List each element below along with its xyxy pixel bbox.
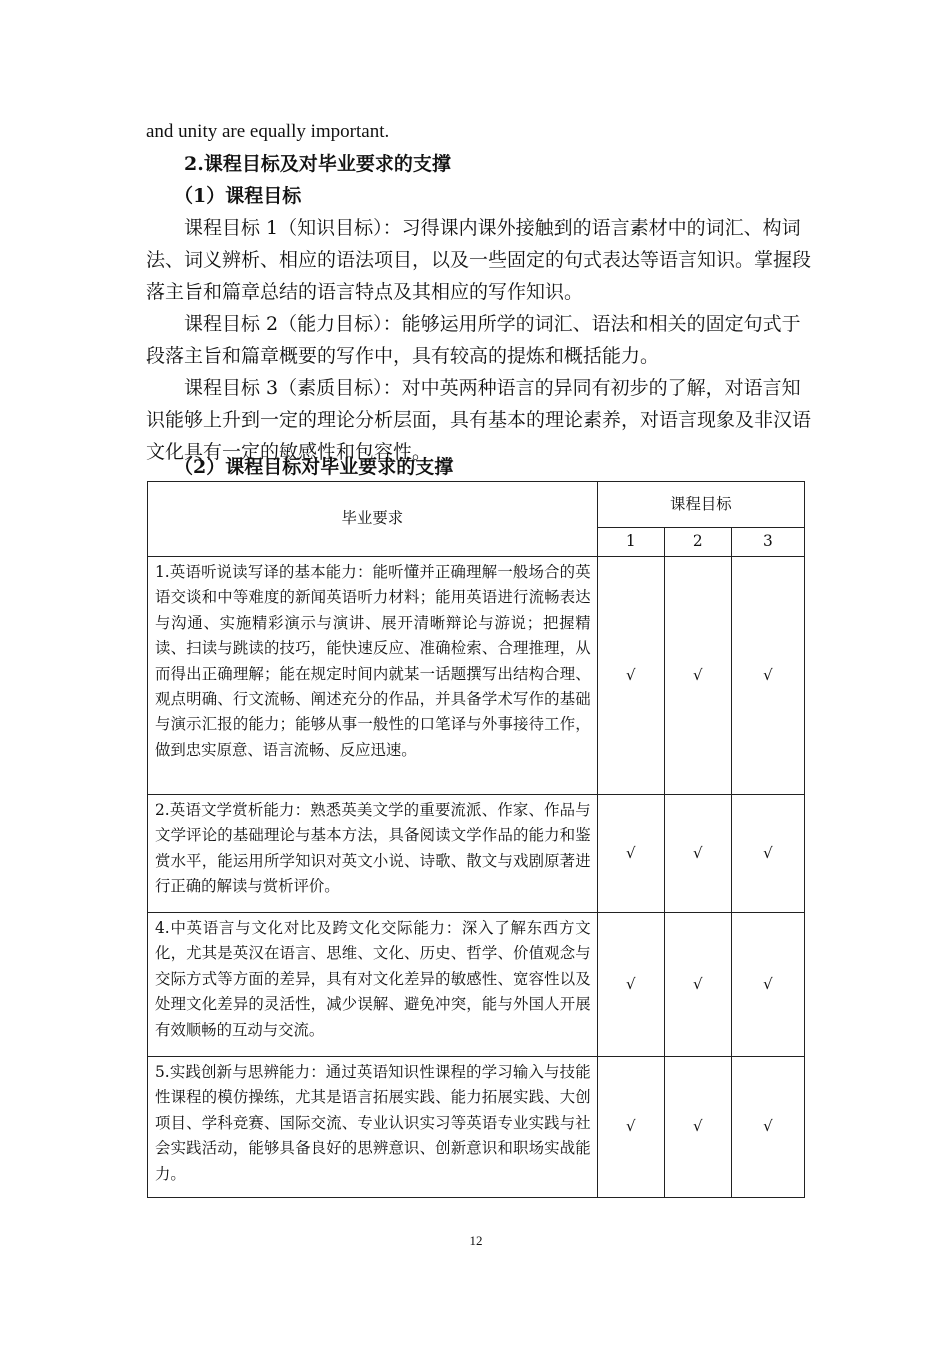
requirement-cell: 5.实践创新与思辨能力：通过英语知识性课程的学习输入与技能性课程的模仿操练，尤其是语言拓展实践、能力拓展实践、大创项目、学科竞赛、国际交流、专业认识实习等英语专业实践与社会实践活动，能够具备良好的思辨意识、创新意识和职场实战能力。: [148, 1057, 598, 1198]
requirement-cell: 4.中英语言与文化对比及跨文化交际能力：深入了解东西方文化，尤其是英汉在语言、思维、文化、历史、哲学、价值观念与交际方式等方面的差异，具有对文化差异的敏感性、宽容性以及处理文化差异的灵活性，减少误解、避免冲突，能与外国人开展有效顺畅的互动与交流。: [148, 913, 598, 1057]
table-row: [148, 1057, 805, 1198]
header-graduation-requirement: 毕业要求: [148, 482, 598, 557]
table-row: [148, 557, 805, 795]
table-row: [148, 795, 805, 913]
continuation-text: and unity are equally important.: [146, 121, 390, 142]
section-heading: 2.课程目标及对毕业要求的支撑: [184, 153, 451, 175]
check-mark: √: [597, 1057, 664, 1198]
check-mark: √: [664, 1057, 731, 1198]
check-mark: √: [597, 795, 664, 913]
page-number: 12: [469, 1233, 483, 1248]
objective-1-line: 课程目标 1（知识目标）：习得课内课外接触到的语言素材中的词汇、构词: [184, 217, 801, 239]
objective-3-line: 文化具有一定的敏感性和包容性。: [146, 441, 432, 463]
objective-3-line: 识能够上升到一定的理论分析层面，具有基本的理论素养，对语言现象及非汉语: [146, 409, 812, 431]
objective-1-line: 落主旨和篇章总结的语言特点及其相应的写作知识。: [146, 281, 584, 303]
header-course-goals: 课程目标: [597, 482, 804, 528]
check-mark: √: [597, 557, 664, 795]
sub-heading-support: （2）课程目标对毕业要求的支撑: [174, 456, 454, 478]
check-mark: √: [731, 913, 804, 1057]
header-goal-number: 1: [597, 528, 664, 557]
objective-1-line: 法、词义辨析、相应的语法项目，以及一些固定的句式表达等语言知识。掌握段: [146, 249, 812, 271]
check-mark: √: [731, 1057, 804, 1198]
objective-3-line: 课程目标 3（素质目标）：对中英两种语言的异同有初步的了解，对语言知: [184, 377, 801, 399]
check-mark: √: [731, 557, 804, 795]
requirement-cell: 1.英语听说读写译的基本能力：能听懂并正确理解一般场合的英语交谈和中等难度的新闻英语听力材料；能用英语进行流畅表达与沟通、实施精彩演示与演讲、展开清晰辩论与游说；把握精读、扫读与跳读的技巧，能快速反应、准确检索、合理推理，从而得出正确理解；能在规定时间内就某一话题撰写出结构合理、观点明确、行文流畅、阐述充分的作品，并具备学术写作的基础与演示汇报的能力；能够从事一般性的口笔译与外事接待工作，做到忠实原意、语言流畅、反应迅速。: [148, 557, 598, 795]
check-mark: √: [597, 913, 664, 1057]
requirement-cell: 2.英语文学赏析能力：熟悉英美文学的重要流派、作家、作品与文学评论的基础理论与基本方法，具备阅读文学作品的能力和鉴赏水平，能运用所学知识对英文小说、诗歌、散文与戏剧原著进行正确的解读与赏析评价。: [148, 795, 598, 913]
check-mark: √: [731, 795, 804, 913]
header-goal-number: 2: [664, 528, 731, 557]
header-goal-number: 3: [731, 528, 804, 557]
check-mark: √: [664, 913, 731, 1057]
objective-2-line: 段落主旨和篇章概要的写作中，具有较高的提炼和概括能力。: [146, 345, 660, 367]
table-row: [148, 913, 805, 1057]
sub-heading-objectives: （1）课程目标: [174, 185, 302, 207]
objective-2-line: 课程目标 2（能力目标）：能够运用所学的词汇、语法和相关的固定句式于: [184, 313, 801, 335]
check-mark: √: [664, 795, 731, 913]
requirements-support-table: [147, 481, 805, 1198]
check-mark: √: [664, 557, 731, 795]
